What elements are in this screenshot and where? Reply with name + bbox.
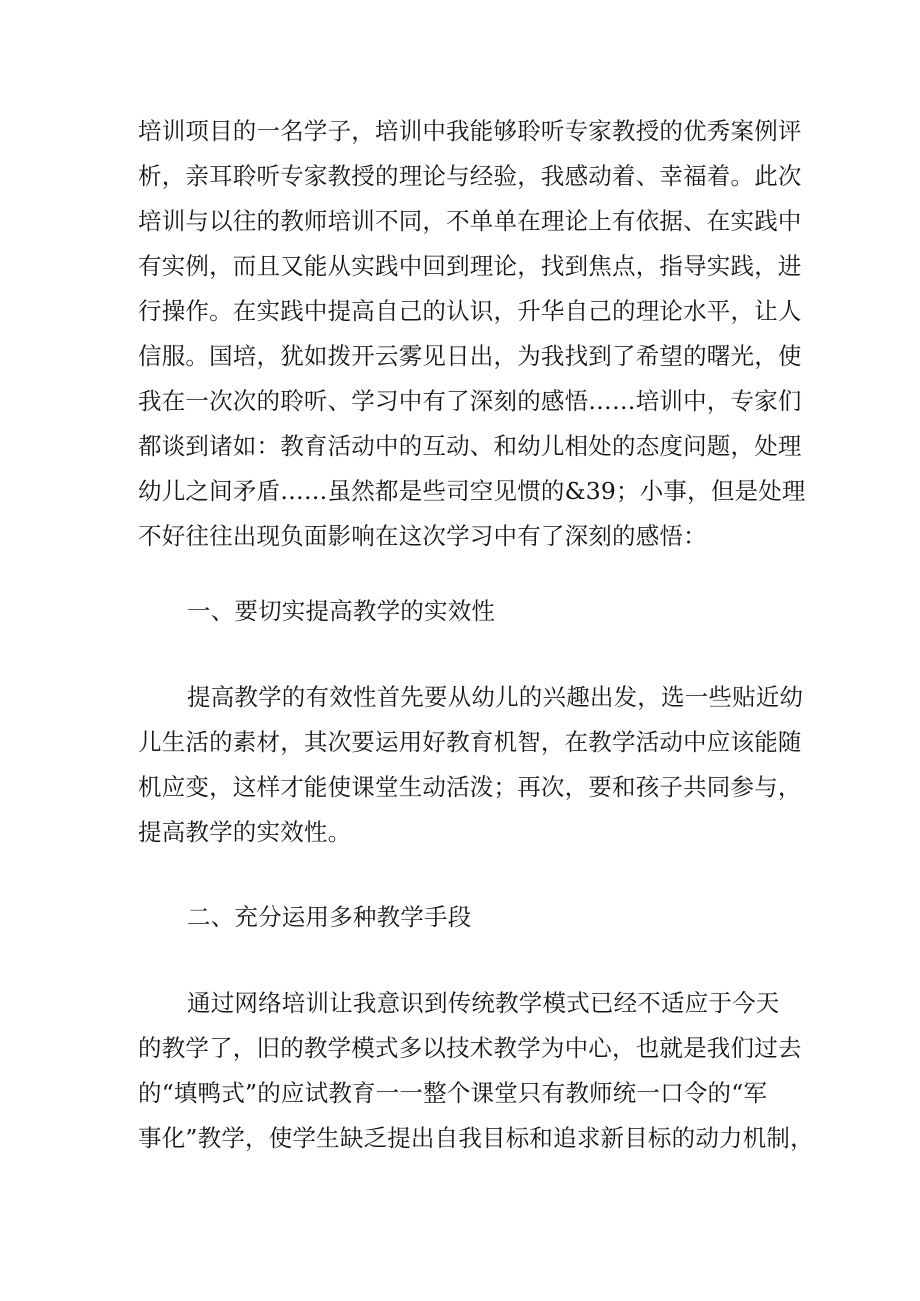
paragraph-3-line: 通过网络培训让我意识到传统教学模式已经不适应于今天: [187, 989, 780, 1017]
paragraph-1-line: 培训项目的一名学子，培训中我能够聆听专家教授的优秀案例评: [138, 117, 802, 145]
paragraph-1-line: 培训与以往的教师培训不同，不单单在理论上有依据、在实践中: [138, 207, 802, 235]
paragraph-2-line: 儿生活的素材，其次要运用好教育机智，在教学活动中应该能随: [138, 728, 802, 756]
paragraph-3-line: 事化”教学，使学生缺乏提出自我目标和追求新目标的动力机制，: [138, 1124, 814, 1152]
paragraph-1-line: 析，亲耳聆听专家教授的理论与经验，我感动着、幸福着。此次: [138, 162, 802, 190]
paragraph-1-line: 有实例，而且又能从实践中回到理论，找到焦点，指导实践，进: [138, 252, 802, 280]
paragraph-3-line: 的教学了，旧的教学模式多以技术教学为中心，也就是我们过去: [138, 1034, 802, 1062]
paragraph-1-line: 不好往往出现负面影响在这次学习中有了深刻的感悟：: [138, 522, 707, 550]
paragraph-1-line: 我在一次次的聆听、学习中有了深刻的感悟……培训中，专家们: [138, 387, 802, 415]
paragraph-2-line: 提高教学的实效性。: [138, 818, 352, 846]
section-heading-2: 二、充分运用多种教学手段: [187, 903, 472, 931]
paragraph-3-line: 的“填鸭式”的应试教育一一整个课堂只有教师统一口令的“军: [138, 1079, 768, 1107]
paragraph-1-line: 行操作。在实践中提高自己的认识，升华自己的理论水平，让人: [138, 297, 802, 325]
paragraph-1-line: 幼儿之间矛盾……虽然都是些司空见惯的&39；小事，但是处理: [138, 477, 806, 505]
paragraph-2-line: 机应变，这样才能使课堂生动活泼；再次，要和孩子共同参与，: [138, 773, 802, 801]
paragraph-1-line: 都谈到诸如：教育活动中的互动、和幼儿相处的态度问题，处理: [138, 432, 802, 460]
section-heading-1: 一、要切实提高教学的实效性: [187, 597, 496, 625]
paragraph-1-line: 信服。国培，犹如拨开云雾见日出，为我找到了希望的曙光，使: [138, 342, 802, 370]
paragraph-2-line: 提高教学的有效性首先要从幼儿的兴趣出发，选一些贴近幼: [187, 683, 804, 711]
